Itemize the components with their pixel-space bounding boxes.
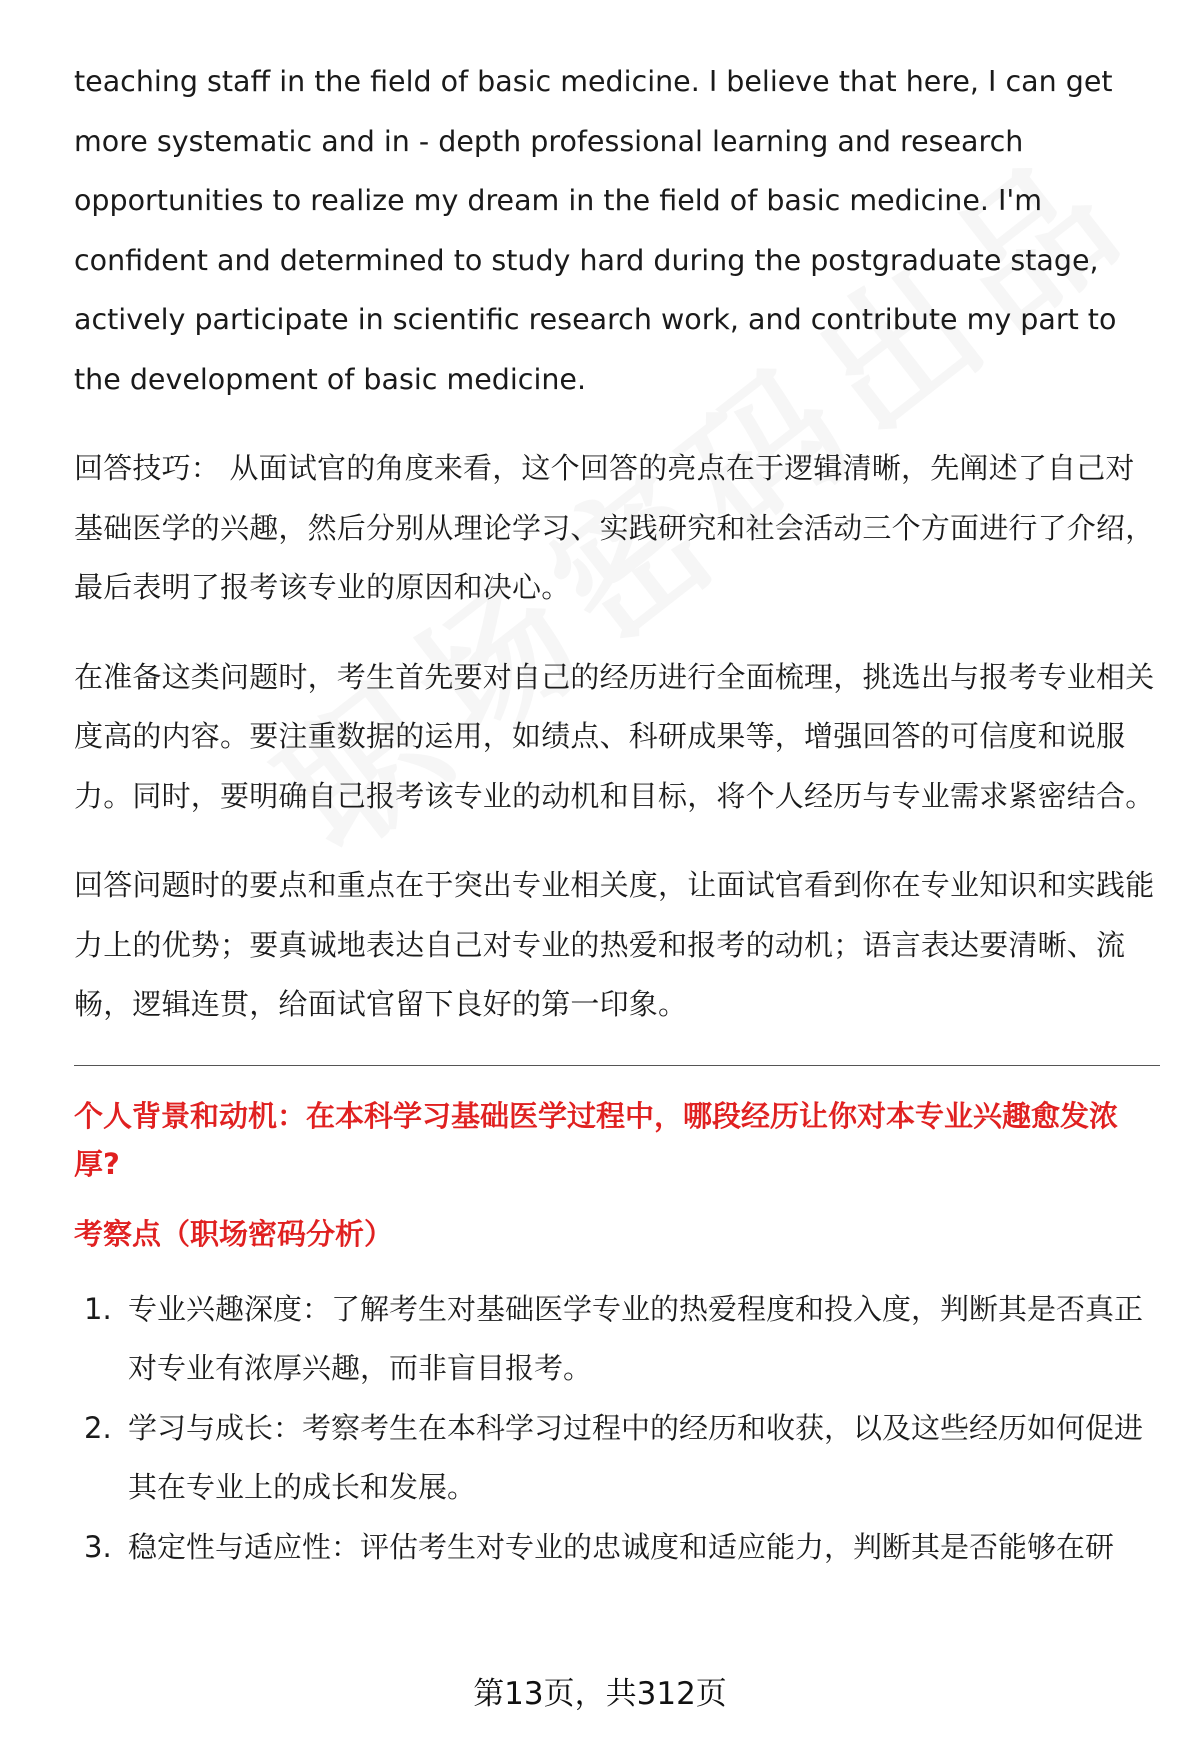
- preparation-paragraph: 在准备这类问题时，考生首先要对自己的经历进行全面梳理，挑选出与报考专业相关度高的内容。要注重数据的运用，如绩点、科研成果等，增强回答的可信度和说服力。同时，要明确自己报考该专业的动机和目标，将个人经历与专业需求紧密结合。: [74, 659, 1155, 813]
- keypoints-paragraph: 回答问题时的要点和重点在于突出专业相关度，让面试官看到你在专业知识和实践能力上的优势；要真诚地表达自己对专业的热爱和报考的动机；语言表达要清晰、流畅，逻辑连贯，给面试官留下良好的第一印象。: [74, 868, 1155, 1021]
- question-heading: 个人背景和动机：在本科学习基础医学过程中，哪段经历让你对本专业兴趣愈发浓厚?: [74, 1098, 1119, 1181]
- intro-english-paragraph: teaching staff in the field of basic medicine. I believe that here, I can get more systematic and in - depth professional learning and research opportunities to realize my dream in the field of basic medicine. I'm confident and determined to study hard during the postgraduate stage, actively participate in scientific research work, and contribute my part to the development of basic medicine.: [74, 65, 1117, 396]
- list-number: 3.: [84, 1529, 112, 1564]
- list-item-text: 学习与成长：考察考生在本科学习过程中的经历和收获，以及这些经历如何促进其在专业上的成长和发展。: [128, 1410, 1144, 1504]
- list-item: [74, 1518, 1160, 1578]
- list-item: [74, 1399, 1160, 1518]
- list-number: 2.: [84, 1410, 112, 1445]
- section-divider: [74, 1065, 1160, 1066]
- document-page: [74, 52, 1160, 1577]
- list-item: [74, 1280, 1160, 1399]
- page-footer: 第13页，共312页: [473, 1676, 727, 1712]
- assessment-heading: 考察点（职场密码分析）: [74, 1216, 394, 1251]
- list-number: 1.: [84, 1291, 112, 1326]
- list-item-text: 稳定性与适应性：评估考生对专业的忠诚度和适应能力，判断其是否能够在研: [128, 1529, 1115, 1564]
- list-item-text: 专业兴趣深度：了解考生对基础医学专业的热爱程度和投入度，判断其是否真正对专业有浓厚兴趣，而非盲目报考。: [128, 1291, 1144, 1385]
- tips-paragraph: 回答技巧： 从面试官的角度来看，这个回答的亮点在于逻辑清晰，先阐述了自己对基础医学的兴趣，然后分别从理论学习、实践研究和社会活动三个方面进行了介绍，最后表明了报考该专业的原因和决心。: [74, 451, 1155, 604]
- assessment-list: [74, 1280, 1160, 1578]
